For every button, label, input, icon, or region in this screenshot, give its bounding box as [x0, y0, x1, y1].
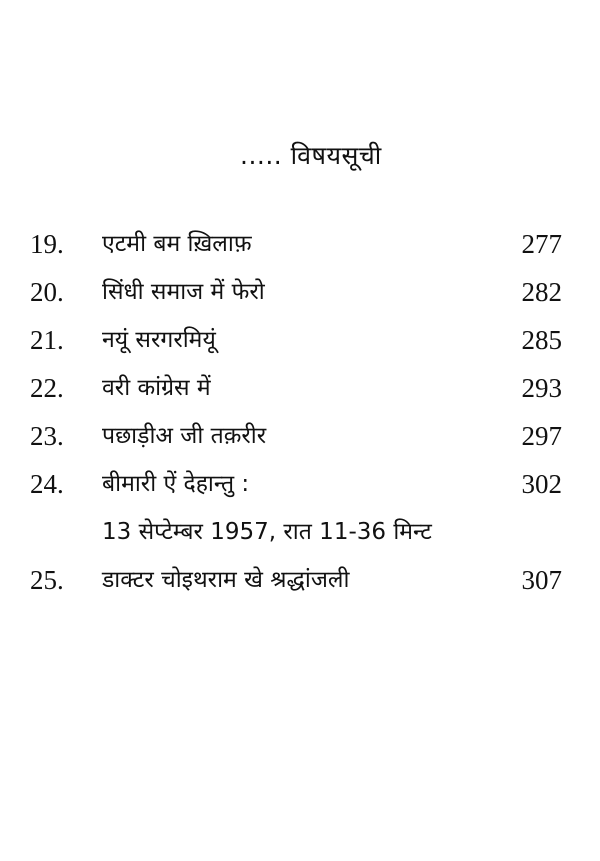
toc-entry [30, 224, 570, 272]
page-heading: ..... विषयसूची [240, 141, 382, 170]
toc-entry [30, 416, 570, 464]
toc-entry [30, 560, 570, 608]
entry-title: बीमारी ऐं देहान्तु : [102, 471, 250, 497]
entry-title-continuation: 13 सेप्टेम्बर 1957, रात 11-36 मिन्ट [102, 519, 432, 545]
entry-number: 25. [30, 565, 64, 595]
entry-title: सिंधी समाज में फेरो [102, 279, 265, 305]
entry-page-number: 307 [521, 565, 562, 595]
toc-entry [30, 464, 570, 512]
entry-page-number: 285 [521, 325, 562, 355]
entry-title: डाक्टर चोइथराम खे श्रद्धांजली [102, 567, 350, 593]
entry-page-number: 293 [521, 373, 562, 403]
entry-number: 20. [30, 277, 64, 307]
entry-page-number: 282 [521, 277, 562, 307]
entry-page-number: 302 [521, 469, 562, 499]
table-of-contents [30, 224, 570, 608]
entry-page-number: 277 [521, 229, 562, 259]
entry-number: 23. [30, 421, 64, 451]
entry-title: पछाड़ीअ जी तक़रीर [102, 423, 267, 449]
entry-page-number: 297 [521, 421, 562, 451]
toc-entry [30, 320, 570, 368]
entry-number: 24. [30, 469, 64, 499]
toc-entry [30, 272, 570, 320]
toc-entry-continuation [30, 512, 570, 560]
entry-number: 21. [30, 325, 64, 355]
entry-number: 22. [30, 373, 64, 403]
toc-entry [30, 368, 570, 416]
entry-title: वरी कांग्रेस में [102, 375, 211, 401]
entry-title: नयूं सरगरमियूं [102, 327, 216, 353]
entry-title: एटमी बम ख़िलाफ़ [102, 231, 252, 257]
entry-number: 19. [30, 229, 64, 259]
